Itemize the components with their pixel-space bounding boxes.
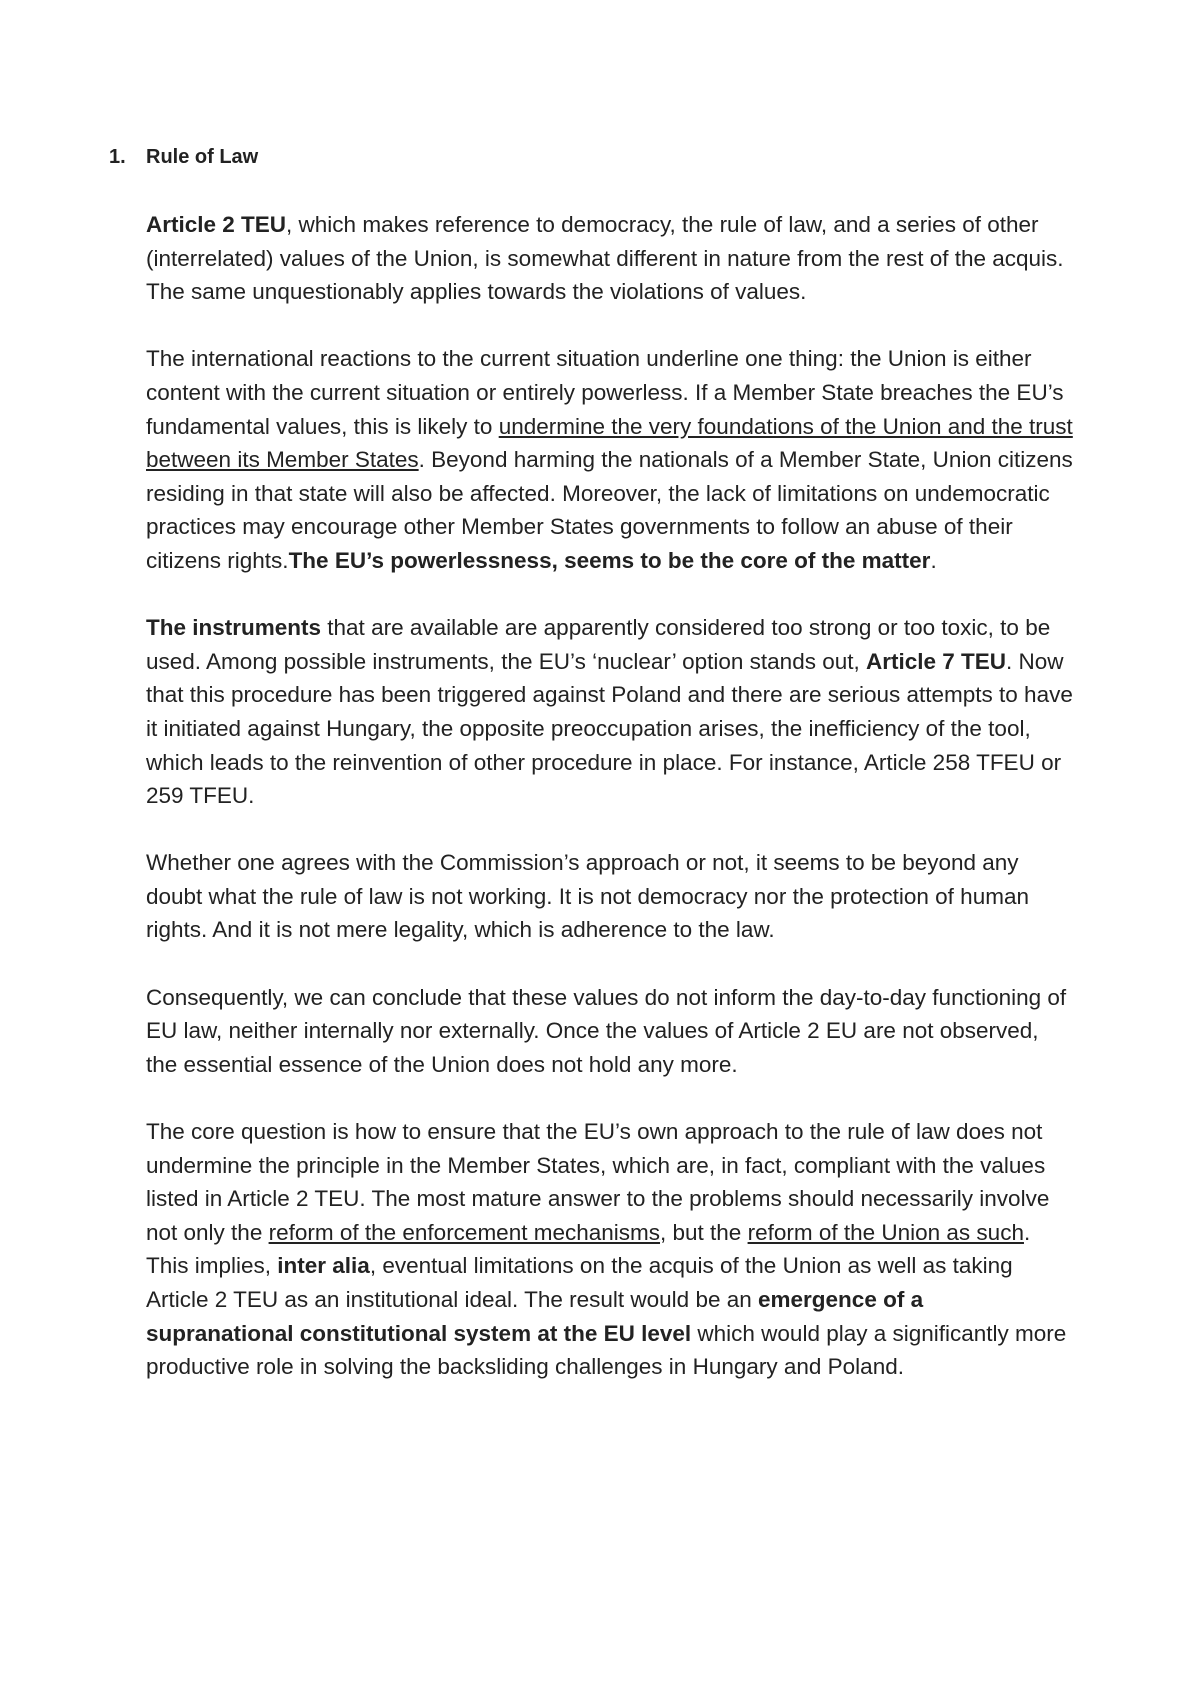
paragraph-text: , but the (660, 1219, 748, 1245)
paragraph-text: . This implies, (146, 1219, 1031, 1279)
bold-text: emergence of a supranational constitutional system at the EU level (146, 1287, 924, 1346)
paragraph-article-2 (146, 208, 1076, 309)
section-heading (109, 143, 258, 171)
paragraph-text: The international reactions to the current situation underline one thing: the Union is either content with the current situation or entirely powerless. If a Member State breaches the EU’s fundamental values, this is likely to (146, 346, 1064, 439)
bold-text: Article 7 TEU (866, 648, 1007, 674)
paragraph-text: Whether one agrees with the Commission’s approach or not, it seems to be beyond any doubt what the rule of law is not working. It is not democracy nor the protection of human rights. And it is not mere legality, which is adherence to the law. (146, 850, 1029, 943)
paragraph-text: . Now that this procedure has been triggered against Poland and there are serious attempts to have it initiated against Hungary, the opposite preoccupation arises, the inefficiency of the tool, which leads to the reinvention of other procedure in place. For instance, Article 258 TFEU or 259 TFEU. (146, 648, 1073, 809)
paragraph-text: , which makes reference to democracy, the rule of law, and a series of other (interrelated) values of the Union, is somewhat different in nature from the rest of the acquis. The same unquestionably applies towards the violations of values. (146, 212, 1064, 305)
bold-text: The EU’s powerlessness, seems to be the core of the matter (288, 547, 931, 573)
paragraph-text: Consequently, we can conclude that these values do not inform the day-to-day functioning of EU law, neither internally nor externally. Once the values of Article 2 EU are not observed, the essential essence of the Union does not hold any more. (146, 984, 1067, 1077)
paragraph-text: that are available are apparently considered too strong or too toxic, to be used. Among possible instruments, the EU’s ‘nuclear’ option stands out, (146, 615, 1051, 674)
paragraph-international-reactions (146, 342, 1076, 577)
heading-number: 1. (109, 146, 126, 168)
bold-text: inter alia (277, 1253, 370, 1279)
paragraph-text: The core question is how to ensure that the EU’s own approach to the rule of law does not undermine the principle in the Member States, which are, in fact, compliant with the values listed in Article 2 TEU. The most mature answer to the problems should necessarily involve not only the (146, 1119, 1050, 1245)
paragraph-core-question (146, 1115, 1076, 1384)
bold-text: The instruments (146, 615, 322, 641)
paragraph-instruments (146, 611, 1076, 813)
heading-title: Rule of Law (146, 146, 259, 168)
paragraph-text: which would play a significantly more productive role in solving the backsliding challenges in Hungary and Poland. (146, 1320, 1067, 1380)
underlined-text: reform of the enforcement mechanisms (268, 1219, 661, 1245)
bold-text: Article 2 TEU (146, 212, 287, 237)
paragraph-text: , eventual limitations on the acquis of the Union as well as taking Article 2 TEU as an institutional ideal. The result would be an (146, 1253, 1013, 1312)
paragraph-text: . Beyond harming the nationals of a Member State, Union citizens residing in that state will also be affected. Moreover, the lack of limitations on undemocratic practices may encourage other Member States governments to follow an abuse of their citizens rights. (146, 447, 1073, 573)
underlined-text: reform of the Union as such (747, 1219, 1024, 1245)
underlined-text: undermine the very foundations of the Union and the trust between its Member States (146, 413, 1073, 473)
paragraph-text: . (930, 547, 937, 573)
paragraph-commission-approach (146, 846, 1076, 947)
document-body (146, 208, 1076, 1417)
paragraph-conclusion (146, 981, 1076, 1082)
